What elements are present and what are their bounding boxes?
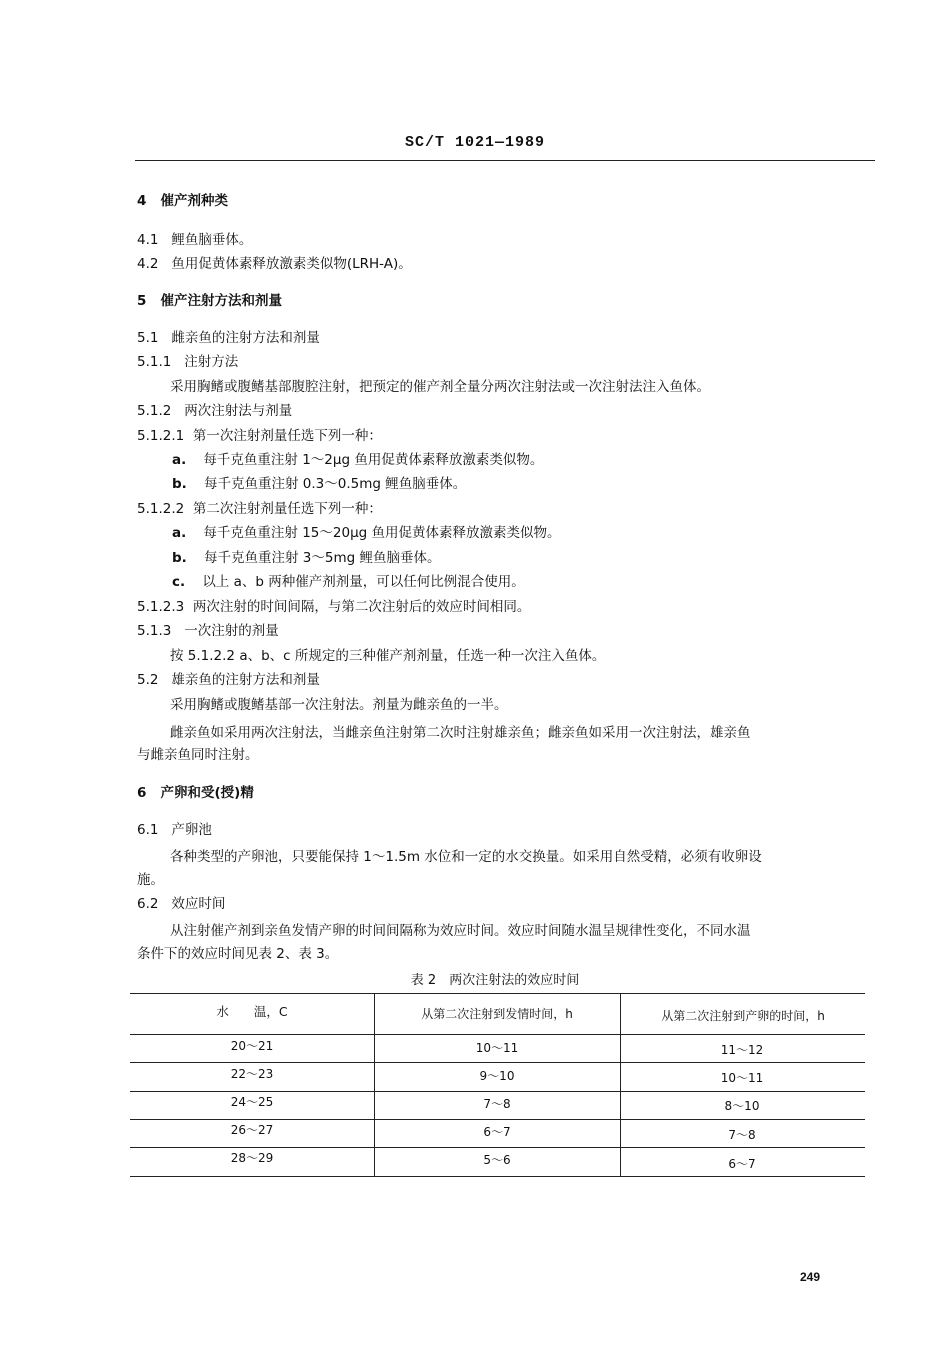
clause-6-1-body-line-2: 施。 xyxy=(137,872,164,888)
clause-text: 效应时间 xyxy=(171,896,226,912)
table-header-water-temp: 水 温，C xyxy=(216,1004,288,1019)
clause-text: 第一次注射剂量任选下列一种： xyxy=(192,428,382,444)
clause-text: 鱼用促黄体素释放激素类似物(LRH-A)。 xyxy=(171,256,412,272)
clause-text: 产卵池 xyxy=(171,822,212,838)
table-row-rule xyxy=(130,1062,865,1063)
clause-5-1 xyxy=(137,329,320,347)
section-number: 6 xyxy=(137,785,147,801)
list-label: c. xyxy=(172,574,186,590)
clause-number: 5.1.1 xyxy=(137,354,172,370)
clause-text: 雌亲鱼的注射方法和剂量 xyxy=(171,330,320,346)
table-cell-temp: 26～27 xyxy=(230,1123,274,1137)
clause-5-1-2 xyxy=(137,402,292,420)
list-item-5-1-2-1-b xyxy=(172,475,466,493)
table-header-heat-time: 从第二次注射到发情时间，h xyxy=(421,1007,573,1021)
list-text: 每千克鱼重注射 15～20μg 鱼用促黄体素释放激素类似物。 xyxy=(203,525,561,541)
table-cell-temp: 28～29 xyxy=(230,1151,274,1165)
table-cell-heat-time: 5～6 xyxy=(483,1153,511,1167)
table-header-rule xyxy=(130,1034,865,1035)
list-item-5-1-2-2-c xyxy=(172,573,525,591)
clause-number: 5.1.2 xyxy=(137,403,172,419)
clause-4-1 xyxy=(137,231,252,249)
list-label: b. xyxy=(172,550,187,566)
clause-text: 鲤鱼脑垂体。 xyxy=(171,232,253,248)
clause-text: 注射方法 xyxy=(184,354,239,370)
section-6-heading xyxy=(137,784,254,802)
header-rule xyxy=(135,160,875,161)
section-5-heading xyxy=(137,292,282,310)
table-column-rule xyxy=(374,994,375,1176)
table-cell-spawn-time: 7～8 xyxy=(728,1128,756,1142)
clause-text: 一次注射的剂量 xyxy=(184,623,279,639)
table-cell-temp: 24～25 xyxy=(230,1095,274,1109)
list-label: a. xyxy=(172,452,187,468)
table-top-rule xyxy=(130,993,865,994)
table-cell-heat-time: 10～11 xyxy=(475,1041,519,1055)
table-cell-heat-time: 7～8 xyxy=(483,1097,511,1111)
list-text: 以上 a、b 两种催产剂剂量，可以任何比例混合使用。 xyxy=(202,574,525,590)
page-header: SC/T 1021—1989 xyxy=(404,134,546,151)
clause-number: 6.1 xyxy=(137,822,159,838)
clause-6-1 xyxy=(137,821,212,839)
table-header-spawn-time: 从第二次注射到产卵的时间，h xyxy=(661,1009,825,1023)
list-text: 每千克鱼重注射 3～5mg 鲤鱼脑垂体。 xyxy=(203,550,441,566)
clause-5-1-1 xyxy=(137,353,238,371)
clause-number: 4.2 xyxy=(137,256,159,272)
clause-5-2 xyxy=(137,671,320,689)
clause-text: 两次注射的时间间隔，与第二次注射后的效应时间相同。 xyxy=(192,599,531,615)
clause-number: 5.2 xyxy=(137,672,159,688)
table-row-rule xyxy=(130,1119,865,1120)
clause-5-1-2-3 xyxy=(137,598,530,616)
clause-5-1-2-1 xyxy=(137,427,382,445)
clause-5-2-body-2-line-2: 与雌亲鱼同时注射。 xyxy=(137,747,259,763)
clause-5-2-body-2-line-1: 雌亲鱼如采用两次注射法，当雌亲鱼注射第二次时注射雄亲鱼；雌亲鱼如采用一次注射法，雄亲鱼 xyxy=(170,725,751,741)
clause-number: 5.1 xyxy=(137,330,159,346)
clause-6-2-body-line-2: 条件下的效应时间见表 2、表 3。 xyxy=(137,946,339,962)
table-cell-spawn-time: 10～11 xyxy=(720,1071,764,1085)
list-label: b. xyxy=(172,476,187,492)
list-text: 每千克鱼重注射 0.3～0.5mg 鲤鱼脑垂体。 xyxy=(203,476,467,492)
clause-number: 6.2 xyxy=(137,896,159,912)
list-text: 每千克鱼重注射 1～2μg 鱼用促黄体素释放激素类似物。 xyxy=(203,452,544,468)
list-item-5-1-2-2-a xyxy=(172,524,561,542)
clause-5-1-3 xyxy=(137,622,279,640)
clause-text: 雄亲鱼的注射方法和剂量 xyxy=(171,672,320,688)
table-cell-temp: 22～23 xyxy=(230,1067,274,1081)
list-item-5-1-2-2-b xyxy=(172,549,440,567)
list-label: a. xyxy=(172,525,187,541)
clause-number: 5.1.2.1 xyxy=(137,428,185,444)
page-number: 249 xyxy=(800,1270,821,1284)
table-column-rule xyxy=(620,994,621,1176)
table-row-rule xyxy=(130,1091,865,1092)
list-item-5-1-2-1-a xyxy=(172,451,543,469)
clause-5-1-1-body: 采用胸鳍或腹鳍基部腹腔注射，把预定的催产剂全量分两次注射法或一次注射法注入鱼体。 xyxy=(170,379,710,395)
table-cell-spawn-time: 6～7 xyxy=(728,1157,756,1171)
clause-number: 4.1 xyxy=(137,232,159,248)
clause-6-1-body-line-1: 各种类型的产卵池，只要能保持 1～1.5m 水位和一定的水交换量。如采用自然受精，必须有收卵设 xyxy=(170,849,762,865)
table-cell-temp: 20～21 xyxy=(230,1039,274,1053)
clause-number: 5.1.2.2 xyxy=(137,501,185,517)
clause-number: 5.1.2.3 xyxy=(137,599,185,615)
table-bottom-rule xyxy=(130,1176,865,1177)
section-title: 催产剂种类 xyxy=(160,193,229,209)
clause-text: 第二次注射剂量任选下列一种： xyxy=(192,501,382,517)
clause-5-1-2-2 xyxy=(137,500,382,518)
section-number: 4 xyxy=(137,193,147,209)
clause-6-2 xyxy=(137,895,225,913)
table-row-rule xyxy=(130,1147,865,1148)
section-title: 催产注射方法和剂量 xyxy=(160,293,283,309)
section-title: 产卵和受(授)精 xyxy=(160,785,254,801)
clause-5-2-body-1: 采用胸鳍或腹鳍基部一次注射法。剂量为雌亲鱼的一半。 xyxy=(170,697,508,713)
clause-5-1-3-body: 按 5.1.2.2 a、b、c 所规定的三种催产剂剂量，任选一种一次注入鱼体。 xyxy=(170,648,606,664)
table-caption: 表 2 两次注射法的效应时间 xyxy=(410,973,580,988)
section-4-heading xyxy=(137,192,228,210)
table-cell-spawn-time: 8～10 xyxy=(724,1099,760,1113)
table-cell-heat-time: 6～7 xyxy=(483,1125,511,1139)
clause-6-2-body-line-1: 从注射催产剂到亲鱼发情产卵的时间间隔称为效应时间。效应时间随水温呈规律性变化，不同水温 xyxy=(170,923,751,939)
clause-number: 5.1.3 xyxy=(137,623,172,639)
table-cell-heat-time: 9～10 xyxy=(479,1069,515,1083)
section-number: 5 xyxy=(137,293,147,309)
table-cell-spawn-time: 11～12 xyxy=(720,1043,764,1057)
clause-text: 两次注射法与剂量 xyxy=(184,403,293,419)
clause-4-2 xyxy=(137,255,412,273)
